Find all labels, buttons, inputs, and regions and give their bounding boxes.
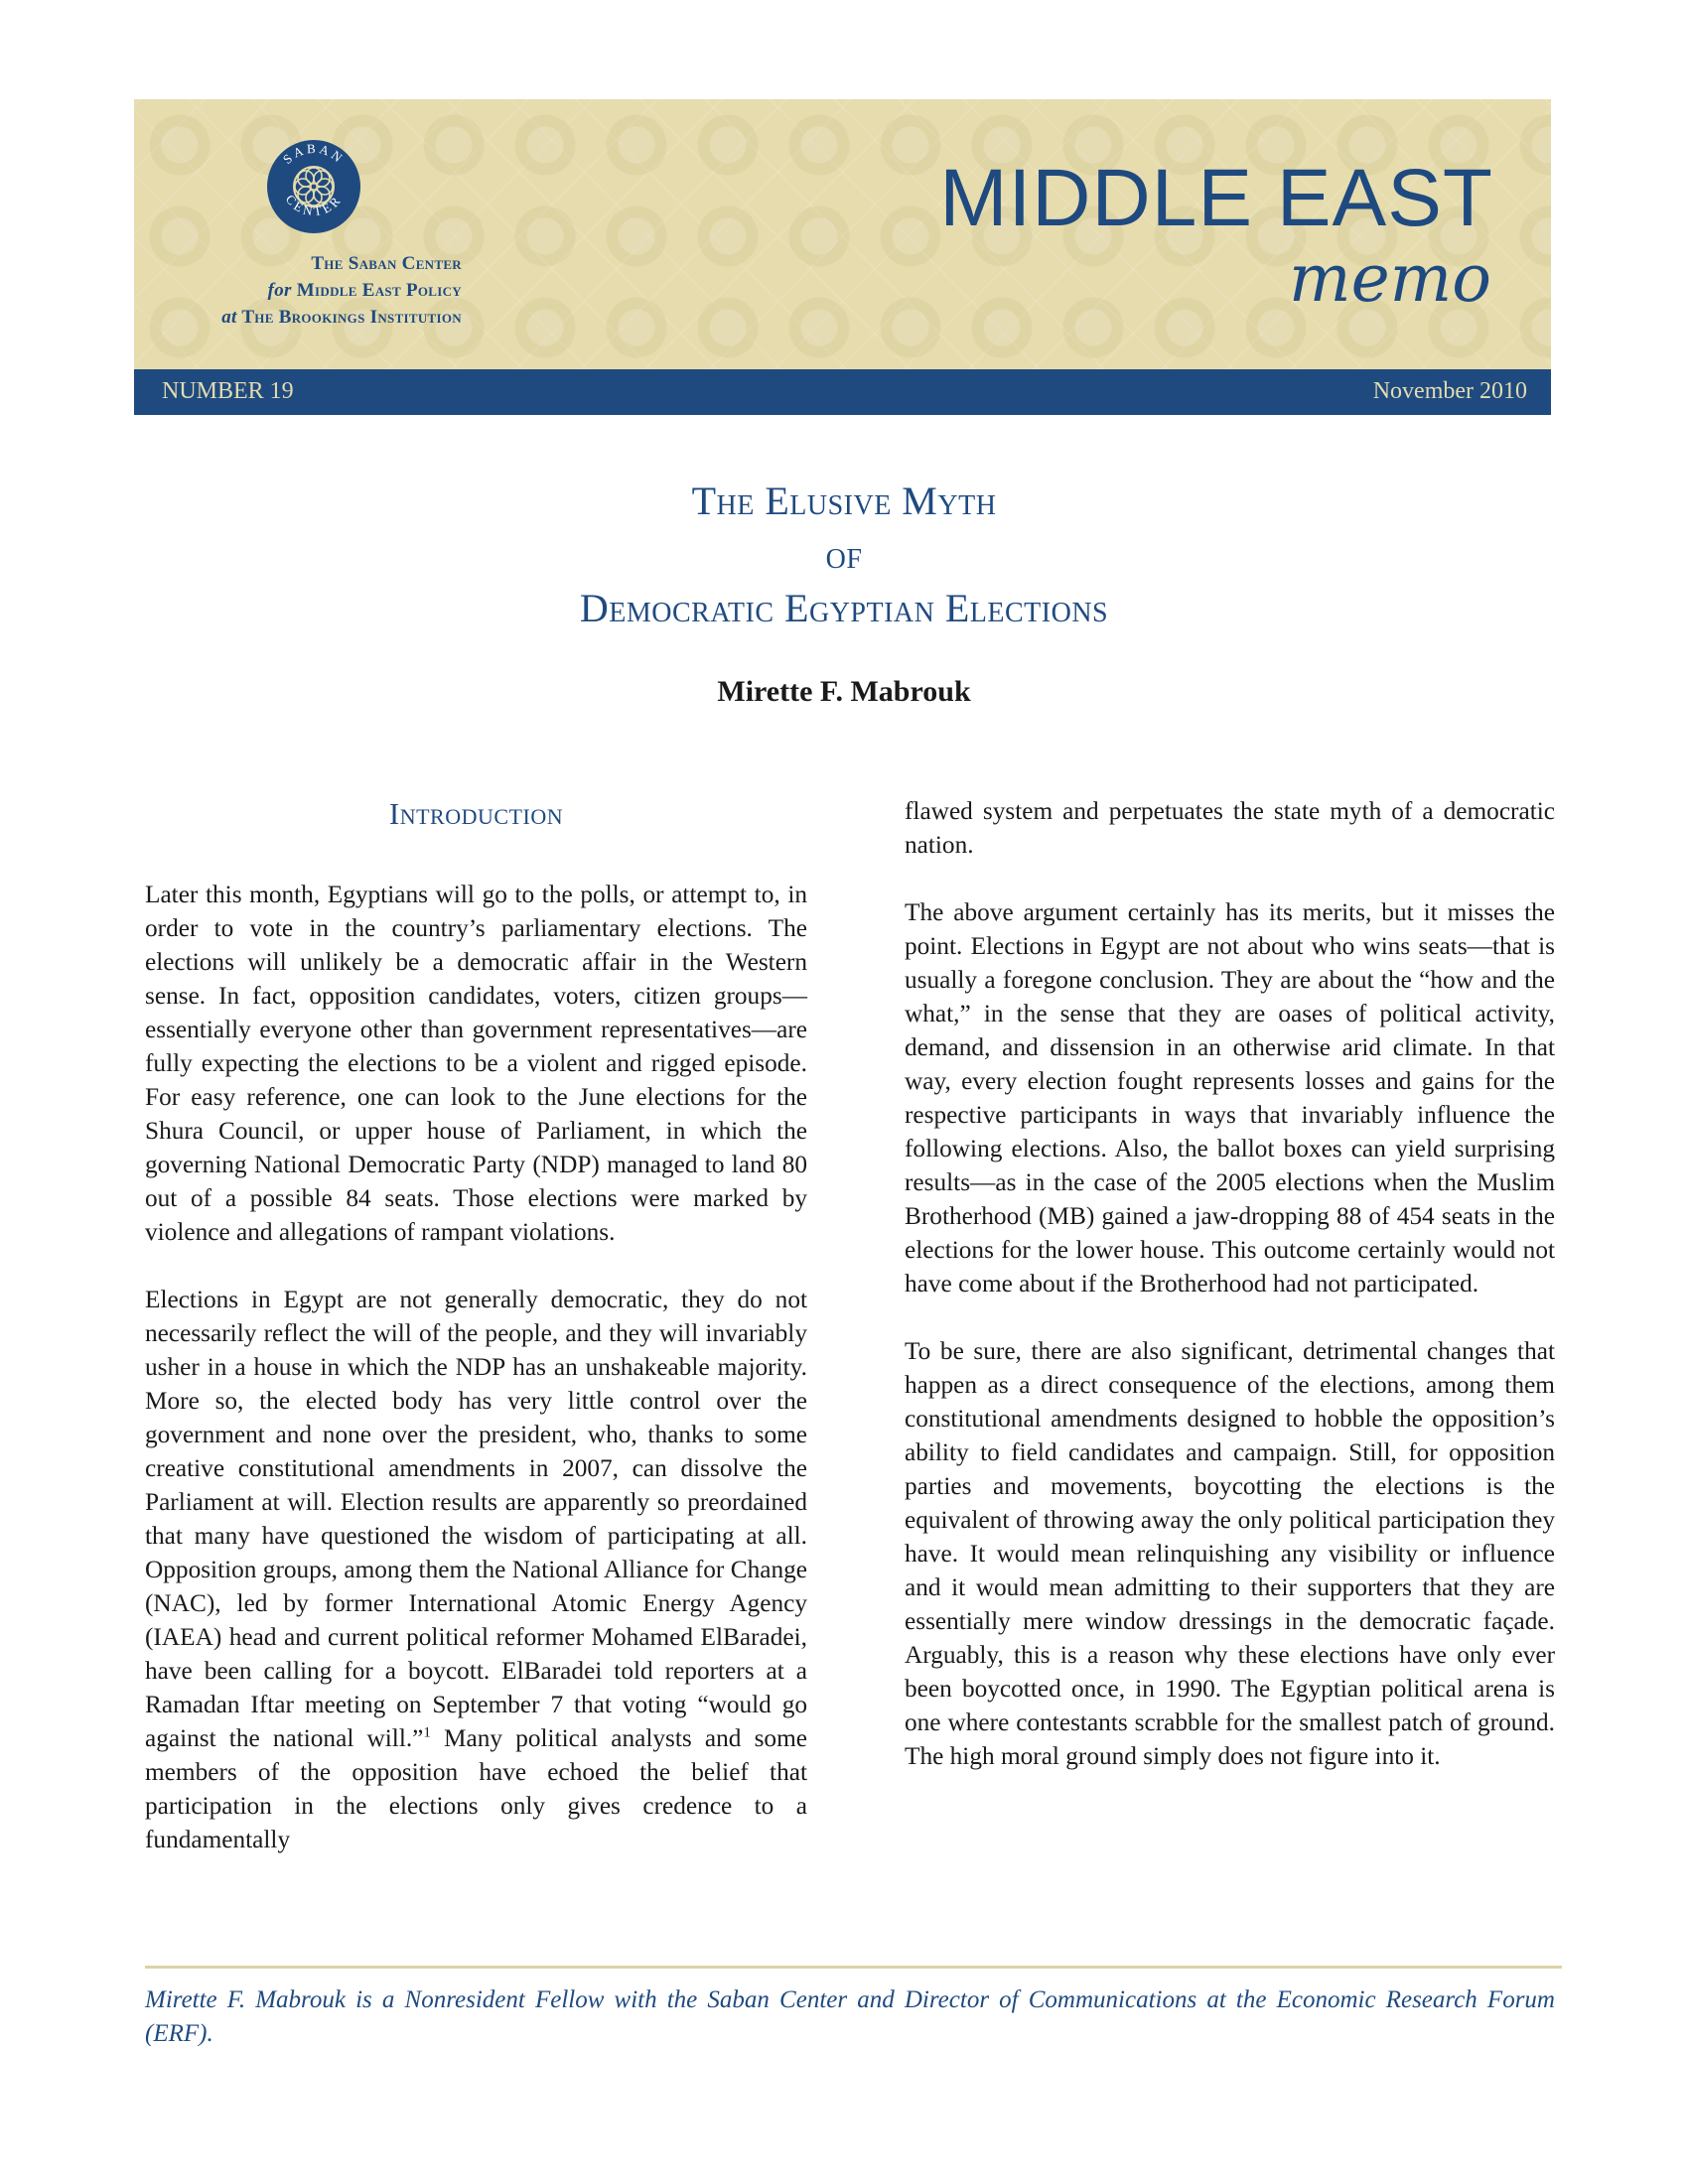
issue-date: November 2010 bbox=[1372, 378, 1527, 404]
issue-number: NUMBER 19 bbox=[162, 378, 294, 404]
org-line-1: The Saban Center bbox=[311, 253, 462, 274]
article-title bbox=[0, 475, 1688, 635]
footnote-marker[interactable]: 1 bbox=[423, 1724, 431, 1741]
paragraph: Later this month, Egyptians will go to the polls, or attempt to, in order to vote in the country’s parliamentary elections. The elections will unlikely be a democratic affair in the Western sense. In fact, opposition candidates, voters, citizen groups—essentially everyone other than government representatives—are fully expecting the elections to be a violent and rigged episode. For easy reference, one can look to the June elections for the Shura Council, or upper house of Parliament, in which the governing National Democratic Party (NDP) managed to land 80 out of a possible 84 seats. Those elections were marked by violence and allegations of rampant violations. bbox=[145, 881, 807, 1246]
org-line-3: at The Brookings Institution bbox=[221, 307, 462, 328]
section-heading: Introduction bbox=[388, 796, 564, 831]
paragraph: The above argument certainly has its merits, but it misses the point. Elections in Egypt are not about who wins seats—that is usually a foregone conclusion. They are about the “how and the what,” in the sense that they are oases of political activity, demand, and dissension in an otherwise arid climate. In that way, every election fought represents losses and gains for the respective participants in ways that invariably influence the following elections. Also, the ballot boxes can yield surprising results—as in the case of the 2005 elections when the Muslim Brotherhood (MB) gained a jaw-dropping 88 of 454 seats in the elections for the lower house. This outcome certainly would not have come about if the Brotherhood had not participated. bbox=[905, 898, 1555, 1297]
title-line-1: The Elusive Myth bbox=[691, 478, 997, 523]
org-line-2: for Middle East Policy bbox=[267, 280, 462, 301]
left-column bbox=[145, 794, 807, 1890]
paragraph: flawed system and perpetuates the state myth of a democratic nation. bbox=[905, 797, 1555, 859]
paragraph: Elections in Egypt are not generally democratic, they do not necessarily reflect the will of the people, and they will invariably usher in a house in which the NDP has an unshakeable majority. More so, the elected body has very little control over the government and none over the president, who, thanks to some creative constitutional amendments in 2007, can dissolve the Parliament at will. Election results are apparently so preordained that many have questioned the wisdom of participating at all. Opposition groups, among them the National Alliance for Change (NAC), led by former International Atomic Energy Agency (IAEA) head and current political reformer Mohamed ElBaradei, have been calling for a boycott. ElBaradei told reporters at a Ramadan Iftar meeting on September 7 that voting “would go against the national will.”$^1$ Many political analysts and some members of the opposition have echoed the belief that participation in the elections only gives credence to a fundamentally bbox=[145, 1286, 807, 1853]
author-bio: Mirette F. Mabrouk is a Nonresident Fellow with the Saban Center and Director of Communications at the Economic Research Forum (ERF). bbox=[145, 1986, 1555, 2047]
publication-subtitle: memo bbox=[1289, 240, 1491, 317]
paragraph: To be sure, there are also significant, detrimental changes that happen as a direct consequence of the elections, among them constitutional amendments designed to hobble the opposition’s ability to field candidates and campaign. Still, for opposition parties and movements, boycotting the elections is the equivalent of throwing away the only political participation they have. It would mean relinquishing any visibility or influence and it would mean admitting to their supporters that they are essentially mere window dressings in the democratic façade. Arguably, this is a reason why these elections have only ever been boycotted once, in 1990. The Egyptian political arena is one where contestants scrabble for the smallest patch of ground. The high moral ground simply does not figure into it. bbox=[905, 1337, 1555, 1770]
seal-bottom-text: CENTER bbox=[282, 192, 346, 219]
issue-bar bbox=[134, 369, 1551, 415]
seal-top-text: SABAN bbox=[279, 140, 348, 168]
right-column bbox=[905, 794, 1555, 1807]
publication-title: MIDDLE EAST bbox=[939, 153, 1493, 243]
footer-divider bbox=[145, 1966, 1562, 1969]
organization-name bbox=[194, 250, 462, 331]
masthead-banner bbox=[134, 99, 1551, 369]
title-line-3: Democratic Egyptian Elections bbox=[579, 586, 1109, 630]
saban-center-seal-icon bbox=[266, 139, 361, 234]
article-author: Mirette F. Mabrouk bbox=[717, 675, 971, 708]
title-line-2: of bbox=[825, 532, 863, 577]
